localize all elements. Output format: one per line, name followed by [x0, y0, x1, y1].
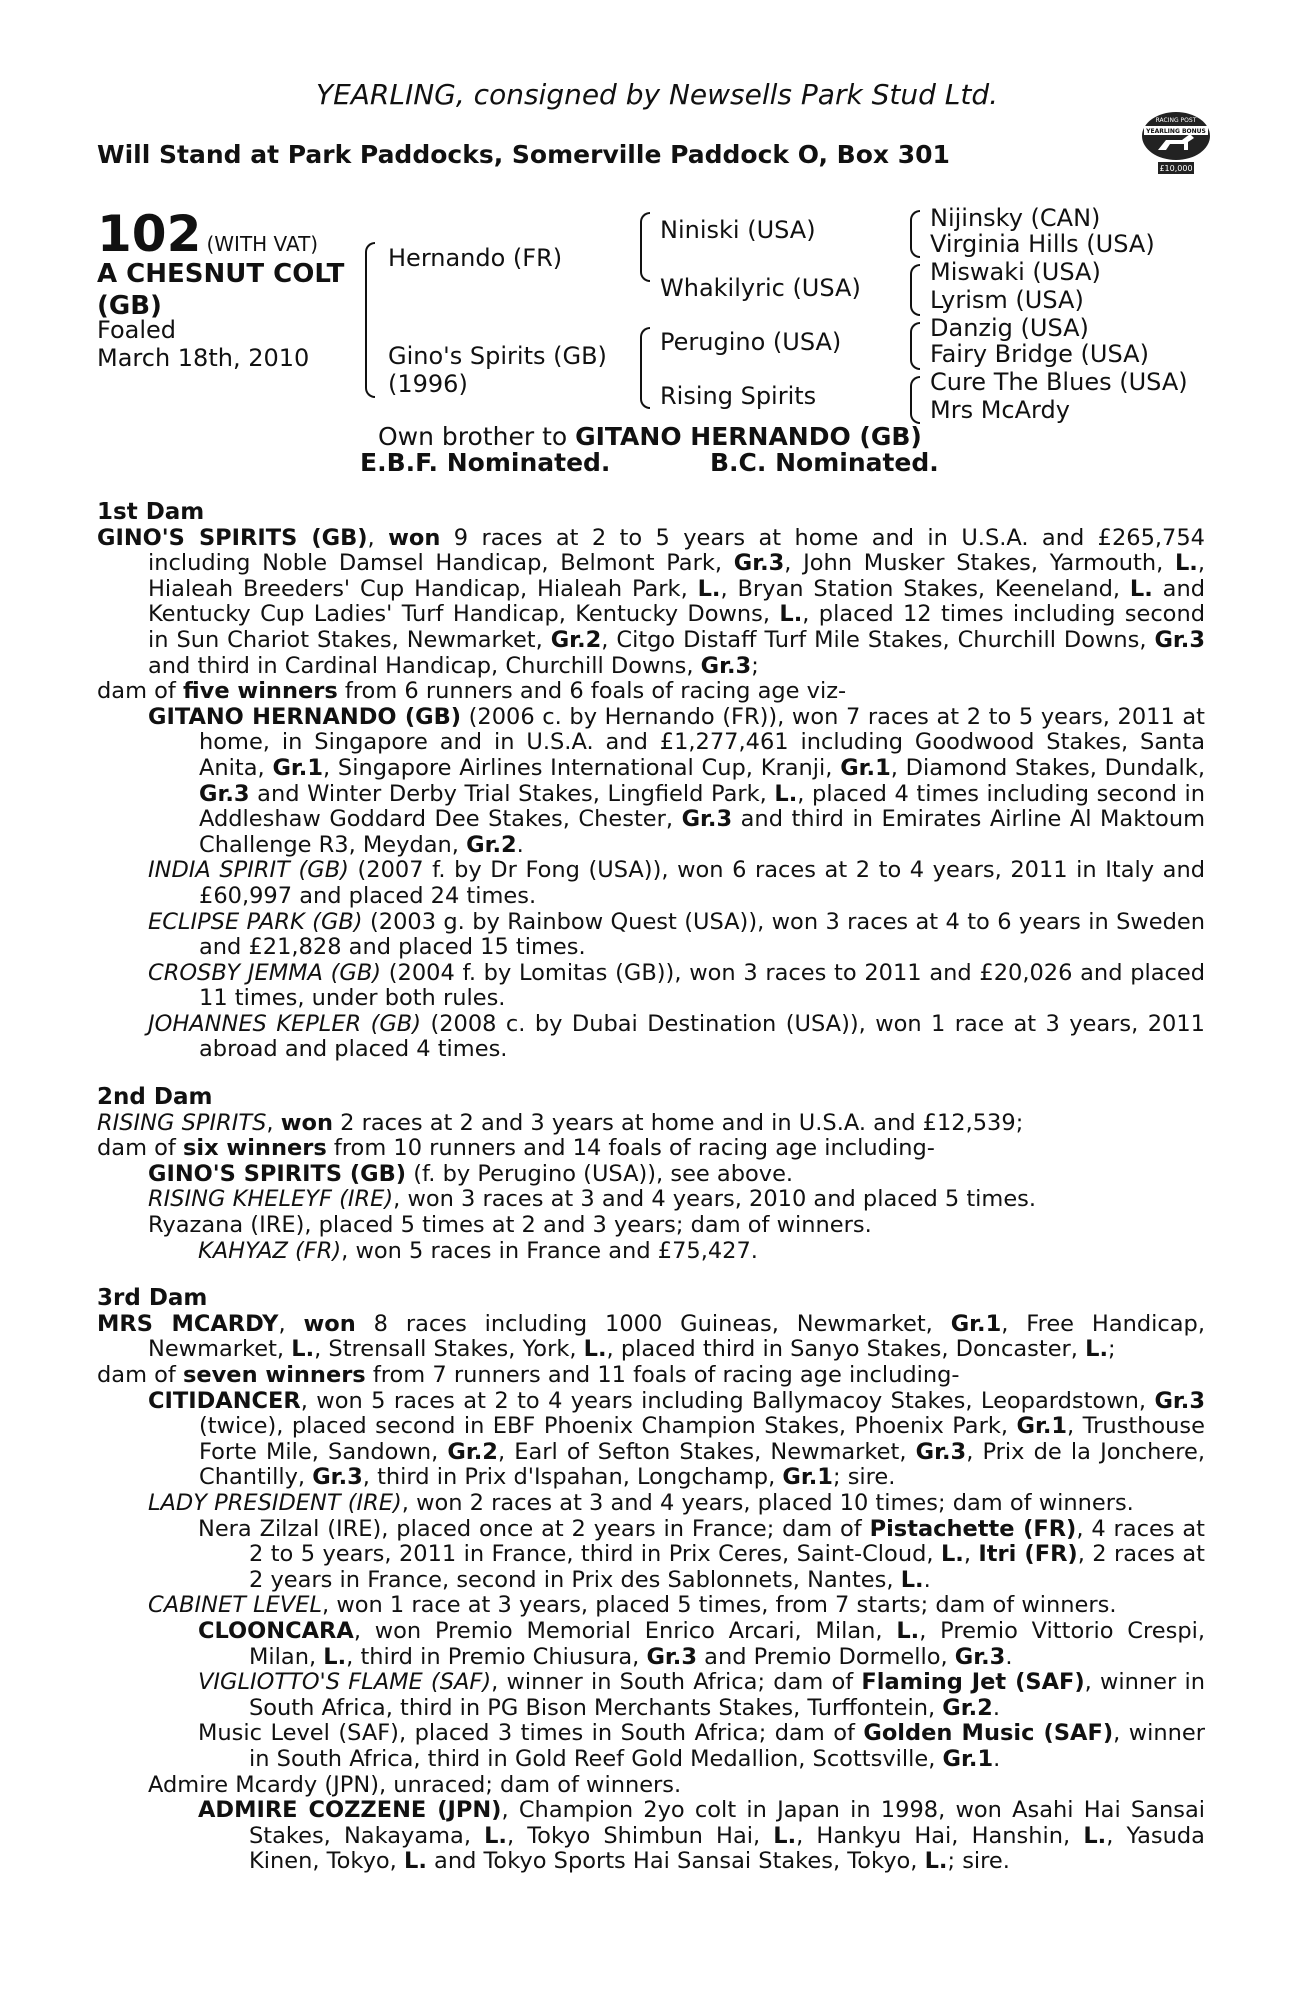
produce-nera-zilzal: Nera Zilzal (IRE), placed once at 2 years in France; dam of Pistachette (FR), 4 races at 2 to 5 years, 2011 in France, third in Prix Ceres, Saint-Cloud, L., Itri (FR), 2 races at 2 years in France, second in Prix des Sablonnets, Nantes, L.. [198, 1515, 1206, 1593]
dam1-record: GINO'S SPIRITS (GB), won 9 races at 2 to 5 years at home and in U.S.A. and £265,754 including Noble Damsel Handicap, Belmont Park, Gr.3, John Musker Stakes, Yarmouth, L., Hialeah Breeders' Cup Handicap, Hialeah Park, L., Bryan Station Stakes, Keeneland, L. and Kentucky Cup Ladies' Turf Handicap, Kentucky Downs, L., placed 12 times including second in Sun Chariot Stakes, Newmarket, Gr.2, Citgo Distaff Turf Mile Stakes, Churchill Downs, Gr.3 and third in Cardinal Handicap, Churchill Downs, Gr.3; [97, 524, 1206, 679]
dam2-produce-summary: dam of six winners from 10 runners and 14 foals of racing age including- [97, 1135, 935, 1162]
dam1-produce-summary: dam of five winners from 6 runners and 6 foals of racing age viz- [97, 678, 847, 705]
dam2-heading: 2nd Dam [97, 1084, 213, 1111]
pedigree-dss: Danzig (USA) [930, 314, 1089, 342]
pedigree-sdd: Lyrism (USA) [930, 286, 1084, 314]
dam3-record: MRS MCARDY, won 8 races including 1000 Guineas, Newmarket, Gr.1, Free Handicap, Newmarket, L., Strensall Stakes, York, L., placed third in Sanyo Stakes, Doncaster, L.; [97, 1310, 1205, 1363]
sire: Hernando (FR) [388, 244, 563, 272]
pedigree-brace-3a [910, 210, 920, 258]
pedigree-dds: Cure The Blues (USA) [930, 368, 1188, 396]
produce-johannes-kepler: JOHANNES KEPLER (GB) (2008 c. by Dubai Destination (USA)), won 1 race at 3 years, 2011 abroad and placed 4 times. [148, 1010, 1205, 1063]
produce-ginos-spirits: GINO'S SPIRITS (GB) (f. by Perugino (USA)), see above. [148, 1160, 794, 1187]
ebf-nominated: E.B.F. Nominated. [360, 448, 611, 477]
produce-clooncara: CLOONCARA, won Premio Memorial Enrico Arcari, Milan, L., Premio Vittorio Crespi, Milan, L., third in Premio Chiusura, Gr.3 and Premio Dormello, Gr.3. [198, 1617, 1205, 1670]
lot-description-line1: A CHESNUT COLT [97, 259, 345, 289]
dam3-heading: 3rd Dam [97, 1285, 208, 1312]
pedigree-dsd: Fairy Bridge (USA) [930, 340, 1149, 368]
lot-number: 102 [97, 205, 202, 263]
produce-eclipse-park: ECLIPSE PARK (GB) (2003 g. by Rainbow Quest (USA)), won 3 races at 4 to 6 years in Sweden and £21,828 and placed 15 times. [148, 908, 1206, 961]
produce-admire-cozzene: ADMIRE COZZENE (JPN), Champion 2yo colt in Japan in 1998, won Asahi Hai Sansai Stakes, Nakayama, L., Tokyo Shimbun Hai, L., Hankyu Hai, Hanshin, L., Yasuda Kinen, Tokyo, L. and Tokyo Sports Hai Sansai Stakes, Tokyo, L.; sire. [198, 1797, 1206, 1875]
pedigree-sss: Nijinsky (CAN) [930, 204, 1101, 232]
pedigree-ddd: Mrs McArdy [930, 396, 1070, 424]
foaled-label: Foaled [97, 316, 177, 344]
sire-sire: Niniski (USA) [660, 216, 816, 244]
lot-number-block [97, 205, 318, 263]
produce-music-level: Music Level (SAF), placed 3 times in South Africa; dam of Golden Music (SAF), winner in South Africa, third in Gold Reef Gold Medallion, Scottsville, Gr.1. [198, 1720, 1206, 1772]
produce-kahyaz: KAHYAZ (FR), won 5 races in France and £75,427. [198, 1237, 758, 1264]
produce-citidancer: CITIDANCER, won 5 races at 2 to 4 years including Ballymacoy Stakes, Leopardstown, Gr.3 (twice), placed second in EBF Phoenix Champion Stakes, Phoenix Park, Gr.1, Trusthouse Forte Mile, Sandown, Gr.2, Earl of Sefton Stakes, Newmarket, Gr.3, Prix de la Jonchere, Chantilly, Gr.3, third in Prix d'Ispahan, Longchamp, Gr.1; sire. [148, 1387, 1205, 1491]
catalogue-title: YEARLING, consigned by Newsells Park Stud Ltd. [315, 78, 999, 111]
bc-nominated: B.C. Nominated. [710, 448, 939, 477]
produce-india-spirit: INDIA SPIRIT (GB) (2007 f. by Dr Fong (USA)), won 6 races at 2 to 4 years, 2011 in Italy and £60,997 and placed 24 times. [148, 857, 1205, 909]
produce-gitano-hernando: GITANO HERNANDO (GB) (2006 c. by Hernando (FR)), won 7 races at 2 to 5 years, 2011 at home, in Singapore and in U.S.A. and £1,277,461 including Goodwood Stakes, Santa Anita, Gr.1, Singapore Airlines International Cup, Kranji, Gr.1, Diamond Stakes, Dundalk, Gr.3 and Winter Derby Trial Stakes, Lingfield Park, L., placed 4 times including second in Addleshaw Goddard Dee Stakes, Chester, Gr.3 and third in Emirates Airline Al Maktoum Challenge R3, Meydan, Gr.2. [148, 703, 1206, 858]
produce-admire-mcardy: Admire Mcardy (JPN), unraced; dam of winners. [148, 1771, 682, 1798]
pedigree-brace-2a [640, 212, 650, 282]
vat-note: (WITH VAT) [206, 232, 319, 256]
dam3-produce-summary: dam of seven winners from 7 runners and 11 foals of racing age including- [97, 1362, 960, 1388]
badge-mid-text: YEARLING BONUS [1146, 128, 1206, 135]
dam-dam: Rising Spirits [660, 382, 817, 410]
produce-crosby-jemma: CROSBY JEMMA (GB) (2004 f. by Lomitas (GB)), won 3 races to 2011 and £20,026 and placed 11 times, under both rules. [148, 959, 1206, 1012]
dam-sire: Perugino (USA) [660, 328, 842, 356]
pedigree-brace-3c [910, 322, 920, 370]
badge-top-text: RACING POST [1155, 117, 1197, 124]
pedigree-brace-3d [910, 376, 920, 424]
brother-name: GITANO HERNANDO (GB) [575, 422, 922, 451]
pedigree-brace-1 [365, 242, 375, 398]
stand-location: Will Stand at Park Paddocks, Somerville Paddock O, Box 301 [97, 140, 950, 169]
yearling-bonus-logo [1138, 100, 1214, 180]
produce-vigliottos-flame: VIGLIOTTO'S FLAME (SAF), winner in South Africa; dam of Flaming Jet (SAF), winner in South Africa, third in PG Bison Merchants Stakes, Turffontein, Gr.2. [198, 1669, 1205, 1721]
dam2-record: RISING SPIRITS, won 2 races at 2 and 3 years at home and in U.S.A. and £12,539; [97, 1109, 1024, 1136]
pedigree-ssd: Virginia Hills (USA) [930, 230, 1155, 258]
produce-record [97, 500, 1205, 1875]
own-brother-note: Own brother to GITANO HERNANDO (GB) [378, 422, 922, 451]
pedigree-brace-3b [910, 264, 920, 316]
dam1-heading: 1st Dam [97, 499, 205, 525]
produce-lady-president: LADY PRESIDENT (IRE), won 2 races at 3 and 4 years, placed 10 times; dam of winners. [148, 1489, 1134, 1516]
foaled-block [97, 316, 309, 372]
dam: Gino's Spirits (GB) [388, 342, 607, 370]
pedigree-brace-2b [640, 327, 650, 409]
produce-rising-kheleyf: RISING KHELEYF (IRE), won 3 races at 3 and 4 years, 2010 and placed 5 times. [148, 1186, 1037, 1213]
produce-ryazana: Ryazana (IRE), placed 5 times at 2 and 3 years; dam of winners. [148, 1212, 872, 1239]
lot-description-line2: (GB) [97, 291, 162, 321]
sire-dam: Whakilyric (USA) [660, 274, 861, 302]
dam-year: (1996) [388, 370, 468, 398]
produce-cabinet-level: CABINET LEVEL, won 1 race at 3 years, placed 5 times, from 7 starts; dam of winners. [148, 1592, 1117, 1619]
pedigree-sds: Miswaki (USA) [930, 258, 1101, 286]
badge-amount: £10,000 [1159, 164, 1193, 173]
lot-description [97, 258, 344, 322]
foaled-date: March 18th, 2010 [97, 344, 310, 372]
